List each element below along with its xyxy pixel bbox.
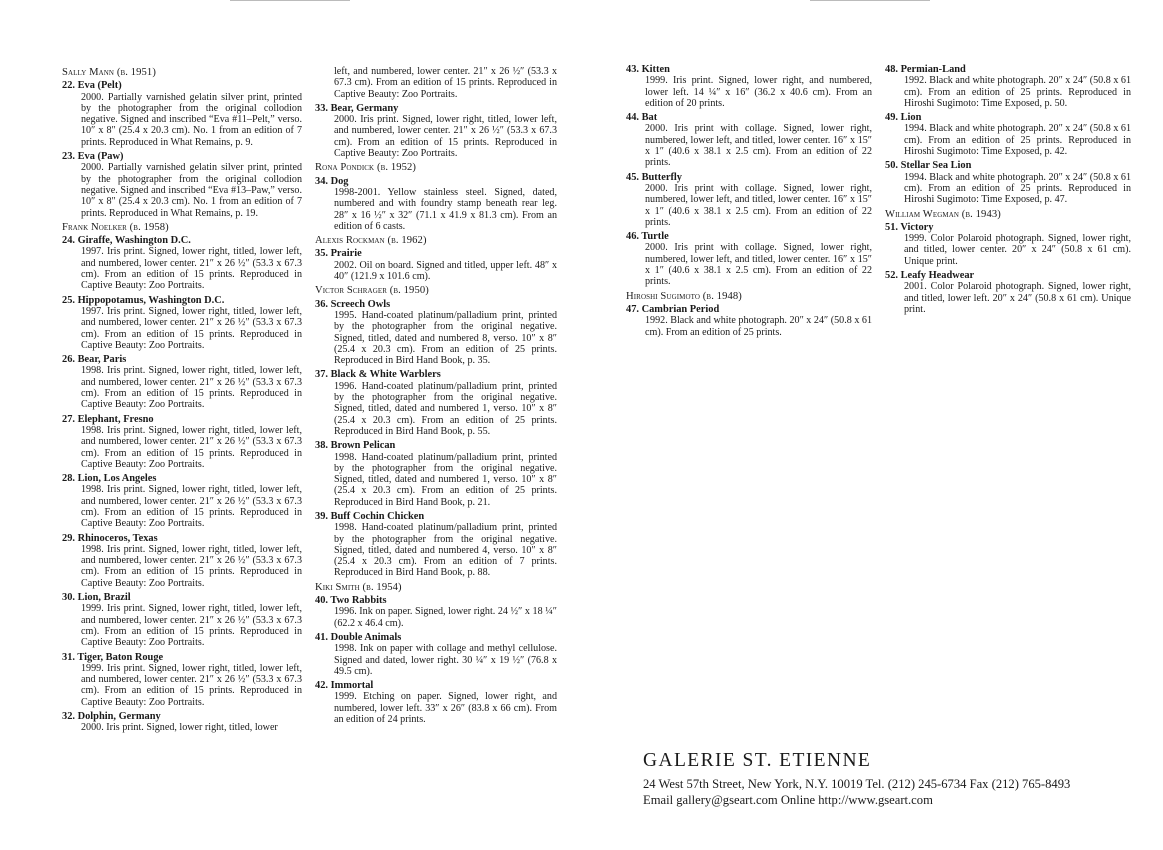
entry-title: 33. Bear, Germany [315,102,399,114]
catalog-entry [315,632,557,677]
entry-title: 40. Two Rabbits [315,595,387,607]
catalog-entry [885,160,1131,205]
entry-description: 1992. Black and white photograph. 20″ x 24″ (50.8 x 61 cm). From an edition of 25 prints. [645,315,872,338]
artist-heading: Frank Noelker (b. 1958) [62,221,169,233]
catalog-entry [626,304,872,338]
entry-title: 34. Dog [315,175,349,187]
catalog-entry [885,222,1131,267]
artist-heading: Hiroshi Sugimoto (b. 1948) [626,290,742,302]
entry-description: 1998. Iris print. Signed, lower right, titled, lower left, and numbered, lower center. 21″ x 26 ½″ (53.3 x 67.3 cm). From an edition of 15 prints. Reproduced in Captive Beauty: Zoo Portraits. [81,424,302,470]
entry-title: 45. Butterfly [626,171,682,183]
entry-description: 1995. Hand-coated platinum/palladium print, printed by the photographer from the original negative. Signed, titled, dated and numbered 8, verso. 10″ x 8″ (25.4 x 20.3 cm). From an edition of 25 prints. Reproduced in Bird Hand Book, p. 35. [334,309,557,367]
artist-heading: William Wegman (b. 1943) [885,208,1001,220]
entry-description: 2000. Iris print with collage. Signed, lower right, numbered, lower left, and titled, lower center. 16″ x 15″ x 1″ (40.6 x 38.1 x 2.5 cm). From an edition of 22 prints. [645,242,872,288]
catalog-entry [62,473,302,529]
entry-title: 43. Kitten [626,64,670,75]
catalog-entry [62,151,302,219]
fold-mark-right [810,0,930,1]
catalog-entry [62,354,302,410]
gallery-name: GALERIE ST. ETIENNE [643,750,872,771]
entry-title: 25. Hippopotamus, Washington D.C. [62,294,225,306]
entry-description: 1999. Etching on paper. Signed, lower right, and numbered, lower left. 33″ x 26″ (83.8 x 66 cm). From an edition of 24 prints. [334,691,557,726]
catalog-entry [315,511,557,579]
catalog-entry [62,652,302,708]
entry-description: 1999. Iris print. Signed, lower right, titled, lower left, and numbered, lower center. 21″ x 26 ½″ (53.3 x 67.3 cm). From an edition of 15 prints. Reproduced in Captive Beauty: Zoo Portraits. [81,603,302,649]
entry-description: 1998. Ink on paper with collage and methyl cellulose. Signed and dated, lower right. 30 ¼″ x 19 ½″ (76.8 x 49.5 cm). [334,643,557,677]
catalog-entry [315,369,557,437]
catalog-entry [885,270,1131,315]
entry-title: 35. Prairie [315,248,362,260]
entry-description: 1999. Iris print. Signed, lower right, titled, lower left, and numbered, lower center. 21″ x 26 ½″ (53.3 x 67.3 cm). From an edition of 15 prints. Reproduced in Captive Beauty: Zoo Portraits. [81,662,302,708]
entry-title: 42. Immortal [315,680,374,692]
entry-description: 2002. Oil on board. Signed and titled, upper left. 48″ x 40″ (121.9 x 101.6 cm). [334,259,557,283]
entry-title: 39. Buff Cochin Chicken [315,510,425,522]
catalog-entry [315,248,557,282]
entry-description: 1996. Ink on paper. Signed, lower right. 24 ½″ x 18 ¼″ (62.2 x 46.4 cm). [334,606,557,629]
gallery-online: Email gallery@gseart.com Online http://www.gseart.com [643,793,933,807]
catalog-column-1 [62,64,302,737]
entry-title: 29. Rhinoceros, Texas [62,532,158,544]
entry-description: 1994. Black and white photograph. 20″ x 24″ (50.8 x 61 cm). From an edition of 25 prints. Reproduced in Hiroshi Sugimoto: Time Exposed, p. 42. [904,123,1131,158]
entry-title: 31. Tiger, Baton Rouge [62,651,164,663]
entry-title: 49. Lion [885,112,922,124]
gallery-address: 24 West 57th Street, New York, N.Y. 10019 Tel. (212) 245-6734 Fax (212) 765-8493 [643,777,1071,791]
catalog-entry [315,299,557,367]
entry-title: 48. Permian-Land [885,64,966,75]
catalog-entry [315,103,557,159]
gallery-footer [643,750,1143,808]
entry-description: 2000. Iris print with collage. Signed, lower right, numbered, lower left, and titled, lower center. 16″ x 15″ x 1″ (40.6 x 38.1 x 2.5 cm). From an edition of 22 prints. [645,123,872,169]
catalog-entry [62,295,302,351]
entry-title: 47. Cambrian Period [626,303,720,315]
entry-description: 2000. Iris print. Signed, lower right, titled, lower left, and numbered, lower center. 21″ x 26 ½″ (53.3 x 67.3 cm). From an edition of 15 prints. Reproduced in Captive Beauty: Zoo Portraits. [334,114,557,160]
entry-title: 24. Giraffe, Washington D.C. [62,235,191,247]
entry-title: 36. Screech Owls [315,298,391,310]
entry-title: 52. Leafy Headwear [885,270,975,282]
catalog-entry [315,595,557,629]
entry-description: 1998. Hand-coated platinum/palladium print, printed by the photographer from the original negative. Signed, titled, dated and numbered 1, verso. 10″ x 8″ (25.4 x 20.3 cm). From an edition of 25 prints. Reproduced in Bird Hand Book, p. 21. [334,451,557,508]
entry-title: 30. Lion, Brazil [62,592,131,604]
artist-heading: Sally Mann (b. 1951) [62,67,156,78]
catalog-entry [885,112,1131,157]
catalog-column-3 [626,64,872,341]
entry-title: 28. Lion, Los Angeles [62,473,157,485]
artist-heading: Kiki Smith (b. 1954) [315,581,402,593]
catalog-entry [626,231,872,287]
catalog-entry [62,533,302,589]
catalog-entry [62,592,302,648]
catalog-entry [626,112,872,168]
entry-description: 2000. Iris print. Signed, lower right, titled, lower [81,722,278,734]
entry-title: 26. Bear, Paris [62,354,127,366]
entry-description: 1996. Hand-coated platinum/palladium print, printed by the photographer from the original negative. Signed, titled, dated and numbered 1, verso. 10″ x 8″ (25.4 x 20.3 cm). From an edition of 25 prints. Reproduced in Bird Hand Book, p. 55. [334,380,557,437]
entry-description: 2000. Partially varnished gelatin silver print, printed by the photographer from the original collodion negative. Signed and inscribed “Eva #11–Pelt,” verso. 10″ x 8″ (25.4 x 20.3 cm). No. 1 from an edition of 7 prints. Reproduced in What Remains, p. 9. [81,91,302,148]
entry-title: 23. Eva (Paw) [62,151,124,163]
entry-description: 2001. Color Polaroid photograph. Signed, lower right, and titled, lower left. 20″ x 24″ (50.8 x 61 cm). Unique print. [904,281,1131,315]
catalog-entry [62,80,302,148]
entry-description: 2000. Partially varnished gelatin silver print, printed by the photographer from the original collodion negative. Signed and inscribed “Eva #13–Paw,” verso. 10″ x 8″ (25.4 x 20.3 cm). No. 1 from an edition of 7 prints. Reproduced in What Remains, p. 19. [81,162,302,219]
artist-heading: Victor Schrager (b. 1950) [315,285,429,297]
entry-description: 1992. Black and white photograph. 20″ x 24″ (50.8 x 61 cm). From an edition of 25 prints. Reproduced in Hiroshi Sugimoto: Time Exposed, p. 50. [904,75,1131,109]
entry-description: left, and numbered, lower center. 21″ x 26 ½″ (53.3 x 67.3 cm). From an edition of 15 prints. Reproduced in Captive Beauty: Zoo Portraits. [334,66,557,100]
catalog-column-2 [315,66,557,728]
entry-title: 37. Black & White Warblers [315,369,441,381]
entry-description: 1998. Iris print. Signed, lower right, titled, lower left, and numbered, lower center. 21″ x 26 ½″ (53.3 x 67.3 cm). From an edition of 15 prints. Reproduced in Captive Beauty: Zoo Portraits. [81,484,302,530]
catalog-entry [315,680,557,725]
fold-mark-left [230,0,350,1]
entry-description: 1997. Iris print. Signed, lower right, titled, lower left, and numbered, lower center. 21″ x 26 ½″ (53.3 x 67.3 cm). From an edition of 15 prints. Reproduced in Captive Beauty: Zoo Portraits. [81,246,302,292]
artist-heading: Rona Pondick (b. 1952) [315,162,417,174]
catalog-entry [315,176,557,232]
catalog-entry [885,64,1131,109]
entry-description: 1999. Color Polaroid photograph. Signed, lower right, and titled, lower center. 20″ x 24″ (50.8 x 61 cm). Unique print. [904,233,1131,267]
catalog-entry [626,64,872,109]
entry-title: 32. Dolphin, Germany [62,711,161,723]
entry-title: 27. Elephant, Fresno [62,413,154,425]
catalog-entry [315,66,557,100]
entry-description: 2000. Iris print with collage. Signed, lower right, numbered, lower left, and titled, lower center. 16″ x 15″ x 1″ (40.6 x 38.1 x 2.5 cm). From an edition of 22 prints. [645,182,872,228]
entry-title: 38. Brown Pelican [315,440,396,452]
entry-description: 1998-2001. Yellow stainless steel. Signed, dated, numbered and with foundry stamp beneath rear leg. 28″ x 16 ½″ x 32″ (71.1 x 41.9 x 81.3 cm). From an edition of 6 casts. [334,186,557,232]
entry-title: 44. Bat [626,112,658,124]
catalog-entry [315,440,557,508]
catalog-column-4 [885,64,1131,318]
entry-description: 1998. Iris print. Signed, lower right, titled, lower left, and numbered, lower center. 21″ x 26 ½″ (53.3 x 67.3 cm). From an edition of 15 prints. Reproduced in Captive Beauty: Zoo Portraits. [81,543,302,589]
entry-title: 41. Double Animals [315,631,402,643]
catalog-entry [62,235,302,291]
entry-description: 1997. Iris print. Signed, lower right, titled, lower left, and numbered, lower center. 21″ x 26 ½″ (53.3 x 67.3 cm). From an edition of 15 prints. Reproduced in Captive Beauty: Zoo Portraits. [81,305,302,351]
entry-description: 1994. Black and white photograph. 20″ x 24″ (50.8 x 61 cm). From an edition of 25 prints. Reproduced in Hiroshi Sugimoto: Time Exposed, p. 47. [904,171,1131,206]
catalog-entry [62,414,302,470]
entry-description: 1998. Hand-coated platinum/palladium print, printed by the photographer from the original negative. Signed, titled, dated and numbered 4, verso. 10″ x 8″ (25.4 x 20.3 cm). From an edition of 7 prints. Reproduced in Bird Hand Book, p. 88. [334,522,557,579]
catalog-entry [62,711,302,734]
entry-title: 46. Turtle [626,231,669,243]
artist-heading: Alexis Rockman (b. 1962) [315,235,427,247]
entry-description: 1998. Iris print. Signed, lower right, titled, lower left, and numbered, lower center. 21″ x 26 ½″ (53.3 x 67.3 cm). From an edition of 15 prints. Reproduced in Captive Beauty: Zoo Portraits. [81,365,302,411]
entry-title: 51. Victory [885,221,934,233]
entry-title: 22. Eva (Pelt) [62,80,122,92]
catalog-entry [626,172,872,228]
entry-title: 50. Stellar Sea Lion [885,160,972,172]
entry-description: 1999. Iris print. Signed, lower right, and numbered, lower left. 14 ¼″ x 16″ (36.2 x 40.6 cm). From an edition of 20 prints. [645,75,872,109]
